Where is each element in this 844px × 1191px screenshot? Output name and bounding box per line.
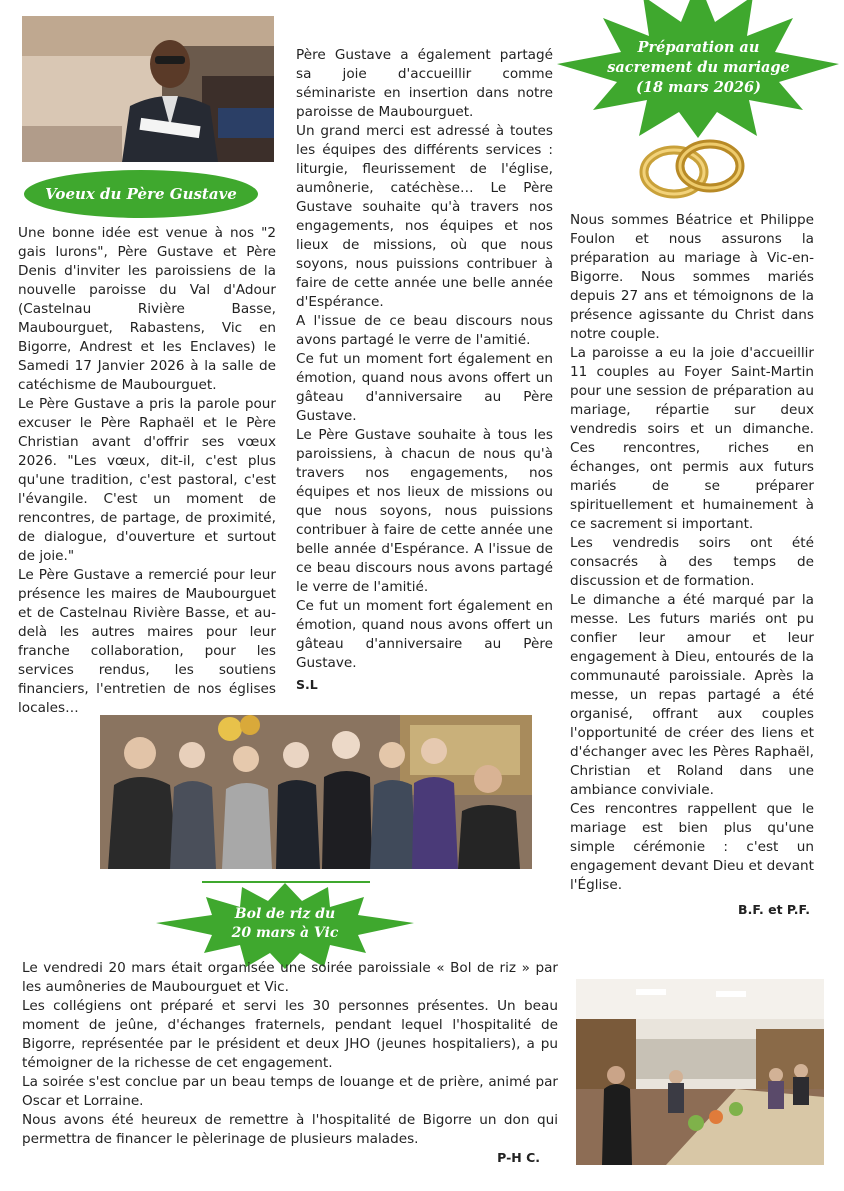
wedding-rings-icon [636,136,748,200]
photo-hall-bol-de-riz [576,979,824,1165]
burst-line: 20 mars à Vic [231,925,339,941]
paragraph: Nous avons été heureux de remettre à l'hospitalité de Bigorre un don qui permettra de financer le pèlerinage de plusieurs malades. [22,1112,558,1147]
burst-text-bol-de-riz [202,905,368,943]
article-voeux-continued [296,46,553,694]
paragraph: Père Gustave a également partagé sa joie d'accueillir comme séminariste en insertion dans notre paroisse de Maubourguet. [296,47,553,120]
paragraph: A l'issue de ce beau discours nous avons partagé le verre de l'amitié. [296,313,553,348]
photo-pere-gustave [22,16,274,162]
paragraph: Ces rencontres rappellent que le mariage est bien plus qu'une simple cérémonie : c'est un engagement devant Dieu et devant l'Église. [570,801,814,893]
signature-bf-pf: B.F. et P.F. [738,902,810,917]
paragraph: Ce fut un moment fort également en émotion, quand nous avons offert un gâteau d'anniversaire au Père Gustave. [296,598,553,671]
burst-line: sacrement du mariage [607,59,790,76]
article-voeux-body [18,224,276,718]
signature-sl: S.L [296,677,318,692]
paragraph: Les collégiens ont préparé et servi les 30 personnes présentes. Un beau moment de jeûne, d'échanges fraternels, pendant lequel l'hospitalité de Bigorre, représentée par le président et deux JHO (jeunes hospitaliers), a pu témoigner de la richesse de cet engagement. [22,998,558,1071]
paragraph: La paroisse a eu la joie d'accueillir 11 couples au Foyer Saint-Martin pour une session de préparation au mariage, répartie sur deux vendredis soirs et un dimanche. Ces rencontres, riches en échanges, ont permis aux futurs mariés de se préparer spirituellement et humainement à ce sacrement si important. [570,345,814,532]
signature-phc: P-H C. [497,1150,540,1165]
burst-line: Bol de riz du [234,906,336,922]
voeux-title: Voeux du Père Gustave [45,185,237,203]
paragraph: Le vendredi 20 mars était organisée une soirée paroissiale « Bol de riz » par les aumôneries de Maubourguet et Vic. [22,960,558,995]
article-bol-de-riz-body [22,959,558,1149]
photo-group-celebration [100,715,532,869]
section-title-voeux [24,170,258,218]
paragraph: Les vendredis soirs ont été consacrés à des temps de discussion et de formation. [570,535,814,589]
paragraph: Ce fut un moment fort également en émotion, quand nous avons offert un gâteau d'anniversaire au Père Gustave. [296,351,553,424]
burst-text-mariage [593,38,804,98]
paragraph: Le dimanche a été marqué par la messe. Les futurs mariés ont pu confier leur amour et leur engagement à Dieu, entourés de la communauté paroissiale. Après la messe, un repas partagé a été organisé, offrant aux couples l'opportunité de créer des liens et d'échanger avec les Pères Raphaël, Christian et Roland dans une ambiance conviviale. [570,592,814,798]
paragraph: Le Père Gustave a remercié pour leur présence les maires de Maubourguet et de Castelnau Rivière Basse, et au-delà les autres maires pour leur franche collaboration, pour les services rendus, les soutiens financiers, l'entretien de nos églises locales… [18,567,276,716]
paragraph: Le Père Gustave souhaite à tous les paroissiens, à chacun de nous qu'à travers nos engagements, nos équipes et nos lieux de missions ou que nous soyons, nous puissions contribuer à faire de cette année une belle année d'Espérance. A l'issue de ce beau discours nous avons partagé le verre de l'amitié. [296,427,553,595]
starburst-mariage [553,0,844,138]
burst-line: (18 mars 2026) [636,79,761,96]
paragraph: Un grand merci est adressé à toutes les équipes des différents services : liturgie, fleurissement de l'église, aumônerie, catéchèse… Le Père Gustave souhaite qu'à travers nos engagements, nos équipes et nos lieux de missions, où que nous soyons, nous puissions contribuer à faire de cette année une belle année d'Espérance. [296,123,553,310]
paragraph: Le Père Gustave a pris la parole pour excuser le Père Raphaël et le Père Christian avant d'offrir ses vœux 2026. "Les vœux, dit-il, c'est plus qu'une tradition, c'est pastoral, c'est l'évangile. C'est un moment de rencontres, de partage, de proximité, de dialogue, d'ouverture et surtout de joie." [18,396,276,564]
paragraph: Nous sommes Béatrice et Philippe Foulon et nous assurons la préparation au mariage à Vic-en-Bigorre. Nous sommes mariés depuis 27 ans et témoignons de la présence agissante du Christ dans notre couple. [570,212,814,342]
burst-line: Préparation au [637,39,760,56]
paragraph: La soirée s'est conclue par un beau temps de louange et de prière, animé par Oscar et Lorraine. [22,1074,558,1109]
starburst-bol-de-riz [152,883,418,969]
paragraph: Une bonne idée est venue à nos "2 gais lurons", Père Gustave et Père Denis d'inviter les paroissiens de la nouvelle paroisse du Val d'Adour (Castelnau Rivière Basse, Maubourguet, Rabastens, Vic en Bigorre, Andrest et les Enclaves) le Samedi 17 Janvier 2026 à la salle de catéchisme de Maubourguet. [18,225,276,393]
article-mariage-body [570,211,814,895]
